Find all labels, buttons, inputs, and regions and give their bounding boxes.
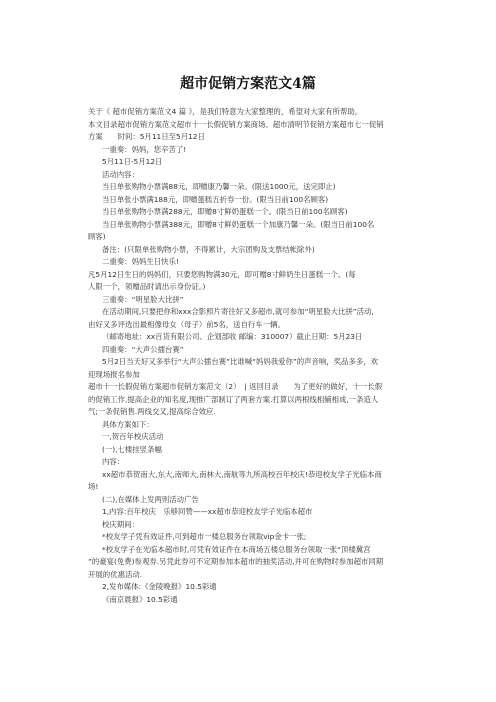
paragraph-line: 一重奏：妈妈，您辛苦了! [102,144,187,154]
paragraph-line: 本文目录超市促销方案范文超市十一长假促销方案商场、超市清明节促销方案超市七一促销 [88,119,384,129]
paragraph-line: 在活动期间,只要把你和xxx合影照片寄往好又多超市,就可参加“明星脸大比拼”活动, [102,307,374,316]
paragraph-line: 超市十一长假促销方案超市促销方案范文（2） | 返回目录 为了更好的做好，十一长假 [88,382,383,391]
paragraph-line: 当日单张购物小票满288元，即赠8寸鲜奶蛋糕一个。(限当日前100名顾客) [102,207,348,216]
paragraph-line: 人限一个，领赠品时请出示身份证。) [88,282,206,291]
paragraph-line: xx超市恭贺南大,东大,南师大,南林大,南航等九所高校百年校庆!恭迎校友学子光临本商 [102,469,382,479]
document-title: 超市促销方案范文4篇 [180,76,316,92]
paragraph-line: 2,发布媒体:《金陵晚报》10.5彩通 [102,582,217,591]
paragraph-line: 5月2日当天好又多举行“大声公擂台赛”比谁喊“妈妈我爱你”的声音响，奖品多多，欢 [102,357,379,366]
paragraph-line: 场! [88,482,99,491]
paragraph-line: 具体方案如下： [102,419,154,429]
paragraph-line: 四重奏：“大声公擂台赛” [102,344,184,354]
paragraph-line: 气;一条促销售.两线交叉,提高综合效应. [88,407,216,416]
paragraph-line: 三重奏：“明星脸大比拼” [102,294,184,304]
paragraph-line: 校庆期间： [102,519,139,529]
paragraph-line: （邮寄地址：xx百货有限公司、企划部收 邮编：310007）截止日期：5月23日 [102,332,363,341]
paragraph-line: 一,贺百年校庆活动 [102,432,164,441]
paragraph-line: 关于《 超市促销方案范文4 篇 》，是我们特意为大家整理的，希望对大家有所帮助。 [88,107,363,116]
paragraph-line: 迎现场报名参加 [88,369,140,379]
paragraph-line: (一),七楼挂竖条幅 [102,444,162,454]
paragraph-line: 《南京晨报》10.5彩通 [102,594,178,604]
paragraph-line: 5月11日-5月12日 [102,157,163,166]
paragraph-line: 当日单张购物小票满388元，即赠8寸鲜奶蛋糕一个加康乃馨一朵。(限当日前100名 [102,219,375,229]
paragraph-line: 凡5月12日生日的妈妈们，只要您购物满30元，即可赠8寸鲜奶生日蛋糕一个。(每 [88,269,356,279]
paragraph-line: ”的豪宴(免费)参观券.另凭此券可不定期参加本超市的抽奖活动,并可在购物时参加超市同期 [88,557,384,566]
paragraph-line: *校友学子凭有效证件,可到超市一楼总服务台领取vip金卡一张; [102,532,307,541]
paragraph-line: (二),在媒体上发两则活动广告 [102,494,199,504]
paragraph-line: 开展的优惠活动. [88,569,143,579]
paragraph-line: 1,内容:百年校庆 乐够同赞——xx超市恭迎校友学子光临本超市 [102,507,313,516]
paragraph-line: 方案 时间：5月11日至5月12日 [88,132,205,141]
paragraph-line: 顾客) [88,232,106,241]
paragraph-line: 备注：(只限单张购物小票，不得累计，大宗团购及支票结帐除外) [102,244,315,254]
paragraph-line: 二重奏：妈妈生日快乐! [102,257,179,266]
paragraph-line: 的促销工作,提高企业的知名度,现推广部制订了两套方案.打算以两根线相辅相成,一条造人 [88,394,379,404]
paragraph-line: 当日单张购物小票满88元，即赠康乃馨一朵。(限送1000元，送完即止) [102,182,336,191]
paragraph-line: 由好又多评选出最相像母女（母子）前5名，送自行车一辆。 [88,319,285,329]
paragraph-line: 内容： [102,457,125,466]
paragraph-line: 活动内容： [102,169,139,179]
paragraph-line: 当日单张小票满188元，即赠蛋糕五折券一份。(限当日前100名顾客) [102,194,329,204]
paragraph-line: *校友学子在光临本超市时,可凭有效证件在本商场五楼总服务台领取一张“顶楼冀宫 [102,544,371,554]
document-body [88,106,438,606]
